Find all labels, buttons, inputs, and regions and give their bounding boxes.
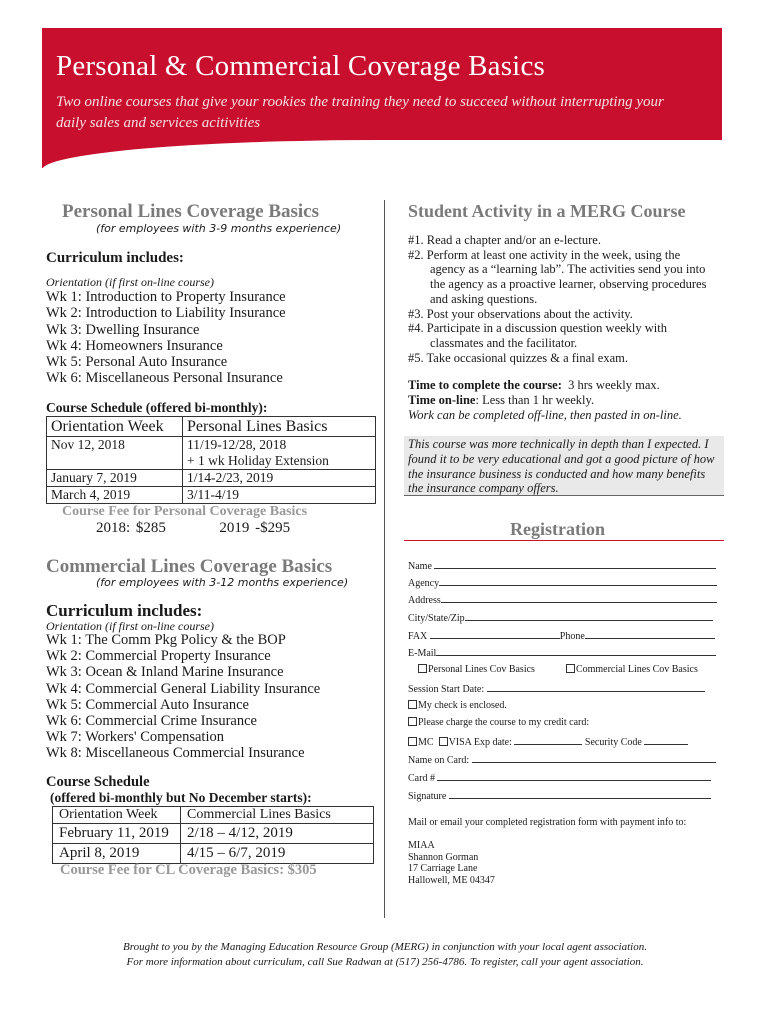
activity-time (408, 378, 728, 423)
card-name-row (408, 753, 716, 766)
email-row (408, 646, 716, 659)
table-cell: 1/14-2/23, 2019 (183, 470, 376, 487)
table-header: Personal Lines Basics (183, 417, 376, 437)
list-item: Wk 8: Miscellaneous Commercial Insurance (46, 745, 305, 762)
security-label: Security Code (584, 737, 642, 748)
session-row (408, 682, 705, 695)
commercial-orientation: Orientation (if first on-line course) (46, 619, 214, 633)
cell-line: 11/19-12/28, 2018 (187, 437, 287, 452)
offline-note: Work can be completed off-line, then pasted in on-line. (408, 408, 682, 422)
list-item: Wk 5: Commercial Auto Insurance (46, 696, 249, 713)
mail-info: Mail or email your completed registration form with payment info to: (408, 817, 687, 828)
name-label: Name (408, 561, 432, 572)
course-options-row (418, 664, 698, 675)
address-row (408, 593, 717, 606)
list-item: Wk 4: Commercial General Liability Insurance (46, 680, 321, 697)
city-label: City/State/Zip (408, 613, 465, 624)
checkbox-visa[interactable] (439, 737, 448, 746)
checkbox-check[interactable] (408, 700, 417, 709)
checkbox-credit[interactable] (408, 717, 417, 726)
table-cell: February 11, 2019 (53, 824, 181, 844)
list-item: #5. Take occasional quizzes & a final exam. (408, 350, 628, 365)
price-2018: 2018: $285 (96, 520, 166, 536)
online-value: : Less than 1 hr weekly. (475, 393, 595, 407)
agency-row (408, 576, 717, 589)
address-line: MIAA (408, 840, 435, 851)
cell-line: + 1 wk Holiday Extension (187, 453, 329, 468)
list-item: #1. Read a chapter and/or an e-lecture. (408, 233, 601, 247)
list-item: Wk 3: Dwelling Insurance (46, 321, 200, 338)
opt-commercial-label: Commercial Lines Cov Basics (575, 664, 698, 675)
credit-label: Please charge the course to my credit card: (418, 717, 590, 728)
name-field[interactable] (434, 559, 716, 569)
city-row (408, 611, 713, 624)
email-label: E-Mail (408, 648, 437, 659)
list-item: Wk 2: Commercial Property Insurance (46, 648, 271, 665)
commercial-schedule-sub: (offered bi-monthly but No December starts): (50, 790, 312, 805)
personal-schedule-label: Course Schedule (offered bi-monthly): (46, 400, 268, 415)
checkbox-personal[interactable] (418, 664, 427, 673)
table-row (47, 437, 376, 470)
table-cell: 3/11-4/19 (183, 487, 376, 504)
personal-prices (96, 520, 290, 537)
list-item: Wk 1: Introduction to Property Insurance (46, 289, 286, 305)
commercial-curriculum-label: Curriculum includes: (46, 601, 203, 620)
list-item: #3. Post your observations about the activity. (408, 306, 633, 321)
phone-label: Phone (559, 631, 585, 642)
visa-label: VISA Exp date: (448, 737, 512, 748)
check-row (408, 700, 507, 711)
online-label: Time on-line (408, 393, 476, 407)
table-row (47, 417, 376, 437)
list-item: Wk 1: The Comm Pkg Policy & the BOP (46, 632, 286, 648)
personal-curriculum-label: Curriculum includes: (46, 250, 184, 266)
card-number-row (408, 771, 711, 784)
city-field[interactable] (465, 611, 713, 621)
email-field[interactable] (436, 646, 716, 656)
time-label: Time to complete the course: (408, 378, 562, 392)
personal-lines-subtitle: (for employees with 3-9 months experience) (96, 222, 342, 235)
mailing-address (408, 840, 495, 886)
list-item: Wk 6: Commercial Crime Insurance (46, 713, 257, 730)
signature-label: Signature (408, 791, 447, 802)
table-row (53, 844, 374, 864)
fax-field[interactable] (430, 629, 560, 639)
checkbox-commercial[interactable] (566, 664, 575, 673)
card-type-row (408, 735, 688, 748)
table-cell: Nov 12, 2018 (47, 437, 183, 470)
footer (40, 940, 730, 970)
address-field[interactable] (441, 593, 717, 603)
table-cell: March 4, 2019 (47, 487, 183, 504)
card-number-label: Card # (408, 773, 435, 784)
personal-orientation: Orientation (if first on-line course) (46, 275, 214, 289)
commercial-weeks-list (46, 632, 320, 762)
signature-row (408, 789, 711, 802)
activity-title: Student Activity in a MERG Course (408, 201, 686, 221)
address-label: Address (408, 595, 441, 606)
personal-fee-label: Course Fee for Personal Coverage Basics (62, 504, 308, 519)
page-subtitle: Two online courses that give your rookies the training they need to succeed without interrupting your daily sales and services acitivities (56, 94, 664, 131)
check-label: My check is enclosed. (418, 700, 507, 711)
price-2019: 2019 -$295 (219, 520, 291, 536)
checkbox-mc[interactable] (408, 737, 417, 746)
list-item: #2. Perform at least one activity in the week, using the agency as a “learning lab”. The activities send you into the agency as a proactive learner, observing procedures and asking questions. (408, 247, 707, 306)
table-row (47, 487, 376, 504)
list-item: Wk 3: Ocean & Inland Marine Insurance (46, 664, 284, 681)
page-title: Personal & Commercial Coverage Basics (56, 50, 546, 82)
name-row (408, 559, 716, 572)
agency-label: Agency (408, 578, 440, 589)
table-cell: 2/18 – 4/12, 2019 (181, 824, 374, 844)
list-item: #4. Participate in a discussion question weekly with classmates and the facilitator. (408, 321, 667, 350)
testimonial-quote: This course was more technically in depth than I expected. I found it to be very educational and got a good picture of how the insurance business is conducted and how many benefits the insurance company offers. (404, 436, 724, 496)
security-field[interactable] (644, 735, 688, 745)
agency-field[interactable] (439, 576, 717, 586)
opt-personal-label: Personal Lines Cov Basics (428, 664, 535, 675)
fax-phone-row (408, 629, 715, 642)
mc-label: MC (418, 737, 434, 748)
commercial-schedule-table (52, 806, 374, 864)
table-header: Orientation Week (53, 807, 181, 824)
list-item: Wk 7: Workers' Compensation (46, 729, 224, 746)
address-line: Hallowell, ME 04347 (408, 874, 495, 886)
list-item: Wk 2: Introduction to Liability Insurance (46, 305, 286, 322)
personal-schedule-table (46, 416, 376, 504)
registration-rule (404, 540, 724, 541)
credit-row (408, 717, 589, 728)
time-value: 3 hrs weekly max. (568, 378, 660, 392)
table-cell: April 8, 2019 (53, 844, 181, 864)
list-item: Wk 6: Miscellaneous Personal Insurance (46, 370, 283, 387)
exp-date-field[interactable] (514, 735, 582, 745)
footer-line-2: For more information about curriculum, call Sue Radwan at (517) 256-4786. To register, call your agent association. (126, 956, 644, 968)
table-cell: 4/15 – 6/7, 2019 (181, 844, 374, 864)
session-label: Session Start Date: (408, 684, 485, 695)
address-line: Shannon Gorman (408, 851, 479, 863)
commercial-lines-subtitle: (for employees with 3-12 months experience) (96, 576, 349, 589)
table-row (53, 824, 374, 844)
table-cell (183, 437, 376, 470)
footer-line-1: Brought to you by the Managing Education Resource Group (MERG) in conjunction with your local agent association. (123, 941, 647, 953)
table-cell: January 7, 2019 (47, 470, 183, 487)
table-header: Orientation Week (47, 417, 183, 437)
phone-field[interactable] (585, 629, 715, 639)
card-number-field[interactable] (437, 771, 711, 781)
card-name-field[interactable] (472, 753, 716, 763)
signature-field[interactable] (449, 789, 711, 799)
personal-lines-title: Personal Lines Coverage Basics (62, 201, 320, 222)
table-row (47, 470, 376, 487)
table-row (53, 807, 374, 824)
personal-weeks-list (46, 289, 286, 387)
activity-list (408, 233, 718, 365)
address-line: 17 Carriage Lane (408, 863, 478, 874)
fax-label: FAX (408, 631, 428, 642)
commercial-fee-label: Course Fee for CL Coverage Basics: $305 (60, 862, 317, 878)
column-divider (384, 200, 385, 918)
card-name-label: Name on Card: (408, 755, 470, 766)
commercial-lines-title: Commercial Lines Coverage Basics (46, 556, 333, 577)
list-item: Wk 5: Personal Auto Insurance (46, 354, 228, 371)
registration-title: Registration (510, 519, 605, 539)
list-item: Wk 4: Homeowners Insurance (46, 337, 223, 354)
session-field[interactable] (487, 682, 705, 692)
commercial-schedule-label: Course Schedule (46, 774, 150, 790)
table-header: Commercial Lines Basics (181, 807, 374, 824)
